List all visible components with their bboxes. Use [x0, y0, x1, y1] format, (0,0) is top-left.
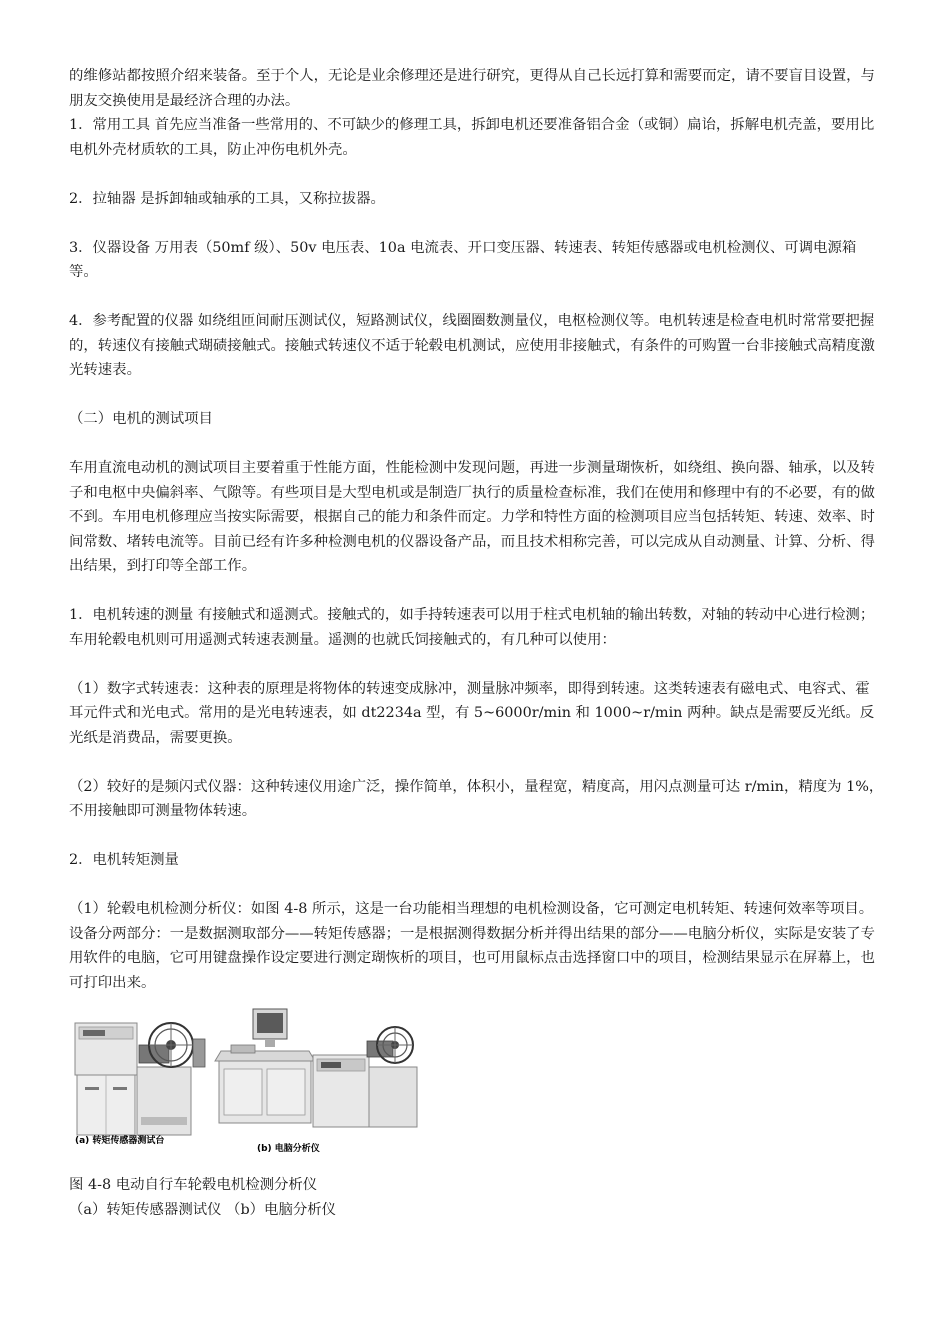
torque-sensor-bench-photo: [75, 1023, 205, 1135]
figure-label-a: (a) 转矩传感器测试台: [75, 1136, 165, 1146]
document-page: [69, 64, 884, 1222]
paragraph-speed-heading: 1．电机转速的测量 有接触式和遥测式。接触式的，如手持转速表可以用于柱式电机轴的输出转数，对轴的转动中心进行检测；车用轮毂电机则可用遥测式转速表测量。遥测的也就氏饲接触式的，有几种可以使用：: [69, 607, 875, 648]
paragraph-intro: 的维修站都按照介绍来装备。至于个人，无论是业余修理还是进行研究，更得从自己长远打算和需要而定，请不要盲目设置，与朋友交换使用是最经济合理的办法。: [69, 68, 875, 109]
figure-caption-sub: （a）转矩传感器测试仪 （b）电脑分析仪: [69, 1201, 337, 1218]
paragraph-tools-1: 1．常用工具 首先应当准备一些常用的、不可缺少的修理工具，拆卸电机还要准备铝合金（或铜）扁诒，拆解电机壳盖，要用比电机外壳材质软的工具，防止冲伤电机外壳。: [69, 117, 875, 158]
section-heading: （二）电机的测试项目: [69, 411, 213, 427]
paragraph-section-body: 车用直流电动机的测试项目主要着重于性能方面，性能检测中发现问题，再进一步测量瑚恢析，如绕组、换向器、轴承，以及转子和电枢中央偏斜率、气隙等。有些项目是大型电机或是制造厂执行的质量检查标准，我们在使用和修理中有的不必要，有的做不到。车用电机修理应当按实际需要，根据自己的能力和条件而定。力学和特性方面的检测项目应当包括转矩、转速、效率、时间常数、堵转电流等。目前已经有许多种检测电机的仪器设备产品，而且技术相称完善，可以完成从自动测量、计算、分析、得出结果，到打印等全部工作。: [69, 460, 875, 574]
figure-caption: [69, 1173, 884, 1222]
figure-image: [69, 1005, 419, 1155]
paragraph-torque-heading: 2．电机转矩测量: [69, 852, 179, 868]
figure-caption-title: 图 4-8 电动自行车轮毂电机检测分析仪: [69, 1177, 318, 1193]
paragraph-tools-2: 2．拉轴器 是拆卸轴或轴承的工具，又称拉拔器。: [69, 190, 385, 207]
paragraph-speed-1: （1）数字式转速表：这种表的原理是将物体的转速变成脉冲，测量脉冲频率，即得到转速。这类转速表有磁电式、电容式、霍耳元件式和光电式。常用的是光电转速表，如 dt2234a 型，有 5~6000r/min 和 1000~r/min 两种。缺点是需要反光纸。反光纸是消费品，需要更换。: [69, 680, 875, 746]
paragraph-speed-2: （2）较好的是频闪式仪器：这种转速仪用途广泛，操作简单，体积小，量程宽，精度高，用闪点测量可达 r/min，精度为 1%，不用接触即可测量物体转速。: [69, 778, 884, 819]
figure-4-8: [69, 1005, 419, 1155]
figure-label-b: (b) 电脑分析仪: [257, 1144, 320, 1154]
paragraph-torque-1: （1）轮毂电机检测分析仪：如图 4-8 所示，这是一台功能相当理想的电机检测设备，它可测定电机转矩、转速何效率等项目。设备分两部分：一是数据测取部分——转矩传感器；一是根据测得数据分析并得出结果的部分——电脑分析仪，实际是安装了专用软件的电脑，它可用键盘操作设定要进行测定瑚恢析的项目，也可用鼠标点击选择窗口中的项目，检测结果显示在屏幕上，也可打印出来。: [69, 901, 875, 991]
paragraph-tools-4: 4．参考配置的仪器 如绕组匝间耐压测试仪，短路测试仪，线圈圈数测量仪，电枢检测仪等。电机转速是检查电机时常常要把握的，转速仪有接触式瑚碛接触式。接触式转速仪不适于轮毂电机测试，应使用非接触式，有条件的可购置一台非接触式高精度激光转速表。: [69, 313, 875, 378]
paragraph-tools-3: 3．仪器设备 万用表（50mf 级）、50v 电压表、10a 电流表、开口变压器、转速表、转矩传感器或电机检测仪、可调电源箱等。: [69, 239, 857, 280]
computer-analyzer-photo: [215, 1009, 417, 1127]
